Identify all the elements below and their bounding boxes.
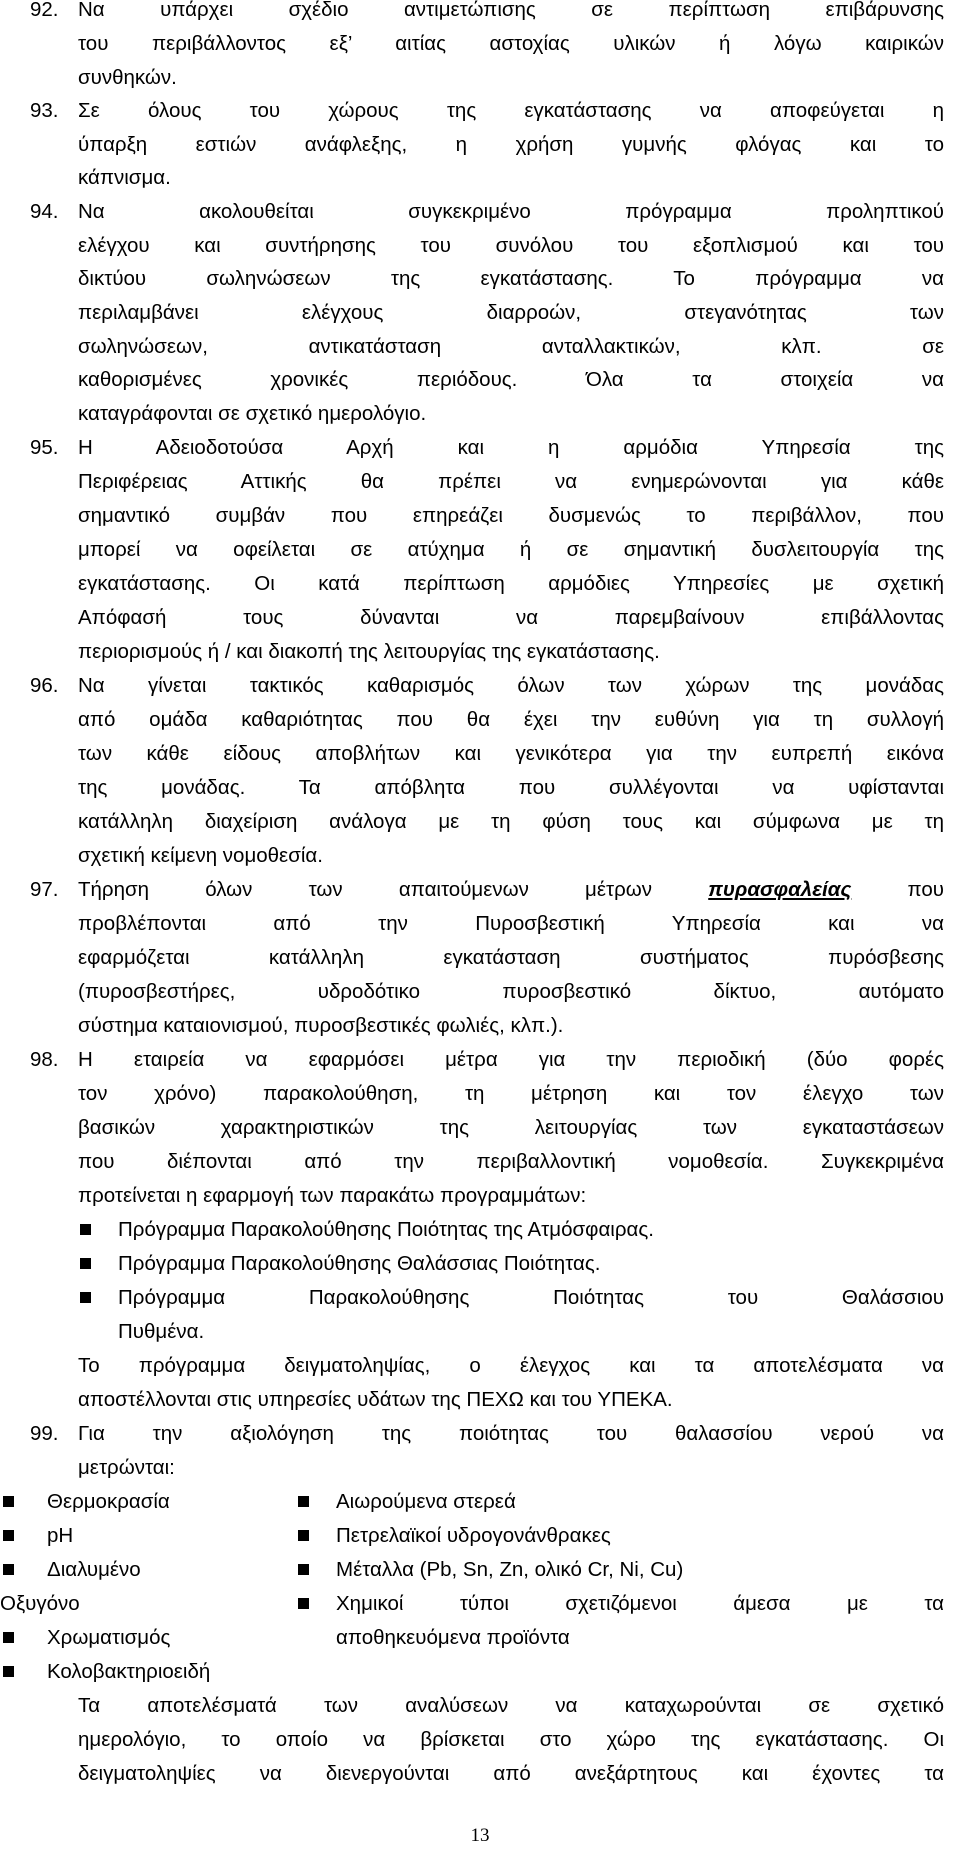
item-text: που διέπονται από την περιβαλλοντική νομοθεσία. Συγκεκριμένα	[78, 1150, 944, 1173]
page-number: 13	[470, 1825, 490, 1846]
item-text: δικτύου σωληνώσεων της εγκατάστασης. Το πρόγραμμα να	[78, 267, 944, 290]
closing-text: Τα αποτελέσματά των αναλύσεων να καταχωρούνται σε σχετικό	[78, 1694, 944, 1717]
bullet-text: Πρόγραμμα Παρακολούθησης Θαλάσσιας Ποιότητας.	[118, 1252, 601, 1275]
square-bullet-icon	[298, 1598, 309, 1609]
item-94-line-1	[0, 193, 960, 231]
item-96-line-3	[0, 735, 960, 773]
item-98-line-2	[0, 1075, 960, 1113]
item-text: Το πρόγραμμα δειγματοληψίας, ο έλεγχος και τα αποτελέσματα να	[78, 1354, 944, 1377]
param-left: Οξυγόνο	[0, 1592, 80, 1615]
square-bullet-icon	[3, 1496, 14, 1507]
item-96-line-2	[0, 701, 960, 739]
closing-line-2	[0, 1721, 960, 1759]
item-text: συνθηκών.	[78, 66, 177, 89]
item-text: Να ακολουθείται συγκεκριμένο πρόγραμμα προληπτικού	[78, 200, 944, 223]
item-text: καθορισμένες χρονικές περιόδους. Όλα τα στοιχεία να	[78, 368, 944, 391]
param-row	[0, 1619, 960, 1657]
item-95-line-2	[0, 463, 960, 501]
item-text: προβλέπονται από την Πυροσβεστική Υπηρεσία και να	[78, 912, 944, 935]
item-95-line-4	[0, 531, 960, 569]
item-text: Για την αξιολόγηση της ποιότητας του θαλασσίου νερού να	[78, 1422, 944, 1445]
item-text: των κάθε είδους αποβλήτων και γενικότερα για την ευπρεπή εικόνα	[78, 742, 944, 765]
item-text: σωληνώσεων, αντικατάσταση ανταλλακτικών, κλπ. σε	[78, 335, 944, 358]
param-left: Κολοβακτηριοειδή	[47, 1660, 211, 1683]
item-95-line-5	[0, 565, 960, 603]
item-text: του περιβάλλοντος εξ’ αιτίας αστοχίας υλικών ή λόγω καιρικών	[78, 32, 944, 55]
item-98-line-5	[0, 1177, 960, 1215]
item-97-line-4	[0, 973, 960, 1011]
item-92-line-2	[0, 25, 960, 63]
item-text: περιορισμούς ή / και διακοπή της λειτουργίας της εγκατάστασης.	[78, 640, 660, 663]
item-text: βασικών χαρακτηριστικών της λειτουργίας των εγκαταστάσεων	[78, 1116, 944, 1139]
closing-text: ημερολόγιο, το οποίο να βρίσκεται στο χώρο της εγκατάστασης. Οι	[78, 1728, 944, 1751]
item-number: 93.	[30, 99, 59, 122]
param-left: pH	[47, 1524, 74, 1547]
item-94-line-4	[0, 294, 960, 332]
item-text: περιλαμβάνει ελέγχους διαρροών, στεγανότητας των	[78, 301, 944, 324]
item-text: προτείνεται η εφαρμογή των παρακάτω προγραμμάτων:	[78, 1184, 587, 1207]
item-96-line-4	[0, 769, 960, 807]
item-text: Να υπάρχει σχέδιο αντιμετώπισης σε περίπτωση επιβάρυνσης	[78, 0, 944, 21]
item-95-line-6	[0, 599, 960, 637]
item-95-line-3	[0, 497, 960, 535]
item-text: ελέγχου και συντήρησης του συνόλου του εξοπλισμού και του	[78, 234, 944, 257]
item-93-line-1	[0, 92, 960, 130]
item-text: Σε όλους του χώρους της εγκατάστασης να αποφεύγεται η	[78, 99, 944, 122]
item-text: σημαντικό συμβάν που επηρεάζει δυσμενώς το περιβάλλον, που	[78, 504, 944, 527]
item-text: τον χρόνο) παρακολούθηση, τη μέτρηση και τον έλεγχο των	[78, 1082, 944, 1105]
param-row	[0, 1517, 960, 1555]
square-bullet-icon	[80, 1258, 91, 1269]
item-number: 97.	[30, 878, 59, 901]
item-text: εφαρμόζεται κατάλληλη εγκατάσταση συστήματος πυρόσβεσης	[78, 946, 944, 969]
item-93-line-3	[0, 159, 960, 197]
item-97-line-5	[0, 1007, 960, 1045]
item-number: 92.	[30, 0, 59, 21]
item-number: 95.	[30, 436, 59, 459]
param-right: Αιωρούμενα στερεά	[336, 1490, 516, 1513]
param-row	[0, 1551, 960, 1589]
item-96-line-1	[0, 667, 960, 705]
item-number: 99.	[30, 1422, 59, 1445]
square-bullet-icon	[298, 1530, 309, 1541]
item-95-line-7	[0, 633, 960, 671]
item-text: Να γίνεται τακτικός καθαρισμός όλων των χώρων της μονάδας	[78, 674, 944, 697]
bullet-item	[0, 1211, 960, 1249]
closing-line-3	[0, 1755, 960, 1793]
item-text: ύπαρξη εστιών ανάφλεξης, η χρήση γυμνής φλόγας και το	[78, 133, 944, 156]
item-text-pre: Τήρηση όλων των απαιτούμενων μέτρων	[78, 878, 653, 901]
item-text	[78, 871, 944, 909]
square-bullet-icon	[3, 1632, 14, 1643]
item-text: αποστέλλονται στις υπηρεσίες υδάτων της ΠΕΧΩ και του ΥΠΕΚΑ.	[78, 1388, 673, 1411]
item-98-after-2	[0, 1381, 960, 1419]
item-97-line-1	[0, 871, 960, 909]
item-text: εγκατάστασης. Οι κατά περίπτωση αρμόδιες Υπηρεσίες με σχετική	[78, 572, 944, 595]
bullet-text: Πρόγραμμα Παρακολούθησης Ποιότητας της Ατμόσφαιρας.	[118, 1218, 654, 1241]
square-bullet-icon	[3, 1564, 14, 1575]
param-right: Πετρελαϊκοί υδρογονάνθρακες	[336, 1524, 611, 1547]
param-right: αποθηκευόμενα προϊόντα	[336, 1626, 570, 1649]
item-95-line-1	[0, 429, 960, 467]
square-bullet-icon	[3, 1530, 14, 1541]
item-number: 98.	[30, 1048, 59, 1071]
item-text: Η εταιρεία να εφαρμόσει μέτρα για την περιοδική (δύο φορές	[78, 1048, 944, 1071]
item-96-line-6	[0, 837, 960, 875]
item-97-line-2	[0, 905, 960, 943]
item-text: μπορεί να οφείλεται σε ατύχημα ή σε σημαντική δυσλειτουργία της	[78, 538, 944, 561]
item-94-line-6	[0, 361, 960, 399]
param-right: Χημικοί τύποι σχετιζόμενοι άμεσα με τα	[336, 1592, 944, 1615]
square-bullet-icon	[3, 1666, 14, 1677]
item-text: της μονάδας. Τα απόβλητα που συλλέγονται να υφίστανται	[78, 776, 944, 799]
bullet-text: Πρόγραμμα Παρακολούθησης Ποιότητας του Θαλάσσιου	[118, 1286, 944, 1309]
item-text: Περιφέρειας Αττικής θα πρέπει να ενημερώνονται για κάθε	[78, 470, 944, 493]
item-number: 94.	[30, 200, 59, 223]
item-text: σύστημα καταιονισμού, πυροσβεστικές φωλιές, κλπ.).	[78, 1014, 564, 1037]
bullet-item	[0, 1279, 960, 1317]
item-text: σχετική κείμενη νομοθεσία.	[78, 844, 323, 867]
item-97-line-3	[0, 939, 960, 977]
closing-line-1	[0, 1687, 960, 1725]
closing-text: δειγματοληψίες να διενεργούνται από ανεξάρτητους και έχοντες τα	[78, 1762, 944, 1785]
param-row	[0, 1653, 960, 1691]
item-98-after-1	[0, 1347, 960, 1385]
param-left: Χρωματισμός	[47, 1626, 171, 1649]
item-text: καταγράφονται σε σχετικό ημερολόγιο.	[78, 402, 427, 425]
item-text: κάπνισμα.	[78, 166, 171, 189]
item-98-line-4	[0, 1143, 960, 1181]
item-text: κατάλληλη διαχείριση ανάλογα με τη φύση τους και σύμφωνα με τη	[78, 810, 944, 833]
bullet-text: Πυθμένα.	[118, 1320, 205, 1343]
item-text: Απόφασή τους δύνανται να παρεμβαίνουν επιβάλλοντας	[78, 606, 944, 629]
param-left: Θερμοκρασία	[47, 1490, 170, 1513]
item-98-line-3	[0, 1109, 960, 1147]
item-96-line-5	[0, 803, 960, 841]
item-99-line-2	[0, 1449, 960, 1487]
param-row	[0, 1585, 960, 1623]
emphasis-fire-safety: πυρασφαλείας	[708, 878, 852, 901]
bullet-item	[0, 1245, 960, 1283]
square-bullet-icon	[80, 1292, 91, 1303]
item-94-line-3	[0, 260, 960, 298]
item-98-line-1	[0, 1041, 960, 1079]
item-text: (πυροσβεστήρες, υδροδότικο πυροσβεστικό δίκτυο, αυτόματο	[78, 980, 944, 1003]
item-text: μετρώνται:	[78, 1456, 175, 1479]
item-text: από ομάδα καθαριότητας που θα έχει την ευθύνη για τη συλλογή	[78, 708, 944, 731]
item-text-post: που	[907, 878, 945, 901]
item-99-line-1	[0, 1415, 960, 1453]
square-bullet-icon	[298, 1564, 309, 1575]
param-left: Διαλυμένο	[47, 1558, 141, 1581]
square-bullet-icon	[298, 1496, 309, 1507]
param-row	[0, 1483, 960, 1521]
bullet-continuation	[0, 1313, 960, 1351]
item-94-line-7	[0, 395, 960, 433]
square-bullet-icon	[80, 1224, 91, 1235]
item-number: 96.	[30, 674, 59, 697]
item-text: Η Αδειοδοτούσα Αρχή και η αρμόδια Υπηρεσία της	[78, 436, 944, 459]
param-right: Μέταλλα (Pb, Sn, Zn, ολικό Cr, Ni, Cu)	[336, 1558, 684, 1581]
